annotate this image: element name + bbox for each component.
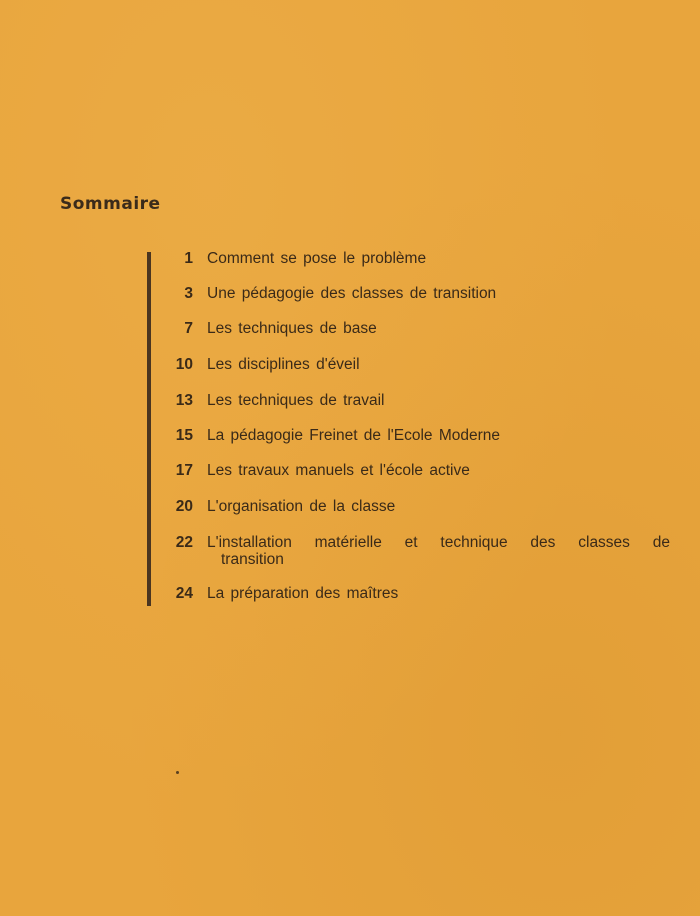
- toc-page-number: 24: [175, 585, 193, 602]
- sommaire-title: Sommaire: [60, 194, 161, 214]
- toc-entry-title: Une pédagogie des classes de transition: [207, 285, 497, 302]
- toc-entry-title: L'organisation de la classe: [207, 498, 396, 515]
- toc-entry-title: Les techniques de travail: [207, 392, 385, 409]
- vertical-rule: [147, 252, 151, 606]
- toc-page-number: 20: [175, 498, 193, 515]
- toc-page-number: 1: [184, 250, 193, 267]
- toc-entry-title-continuation: transition: [221, 551, 284, 568]
- toc-page-number: 22: [175, 534, 193, 551]
- toc-entry-title: L'installation matérielle et technique des classes de: [207, 534, 670, 551]
- toc-entry-title: La pédagogie Freinet de l'Ecole Moderne: [207, 427, 501, 444]
- toc-page-number: 7: [184, 320, 193, 337]
- toc-entry-title: Les travaux manuels et l'école active: [207, 462, 470, 479]
- toc-page-number: 17: [175, 462, 193, 479]
- toc-entry-title: La préparation des maîtres: [207, 585, 399, 602]
- toc-page-number: 13: [175, 392, 193, 409]
- toc-entry-title: Les disciplines d'éveil: [207, 356, 360, 373]
- toc-entry-title: Les techniques de base: [207, 320, 377, 337]
- paper-speck: [176, 771, 179, 774]
- toc-page-number: 3: [184, 285, 193, 302]
- toc-page-number: 10: [175, 356, 193, 373]
- toc-page-number: 15: [175, 427, 193, 444]
- toc-entry-title: Comment se pose le problème: [207, 250, 427, 267]
